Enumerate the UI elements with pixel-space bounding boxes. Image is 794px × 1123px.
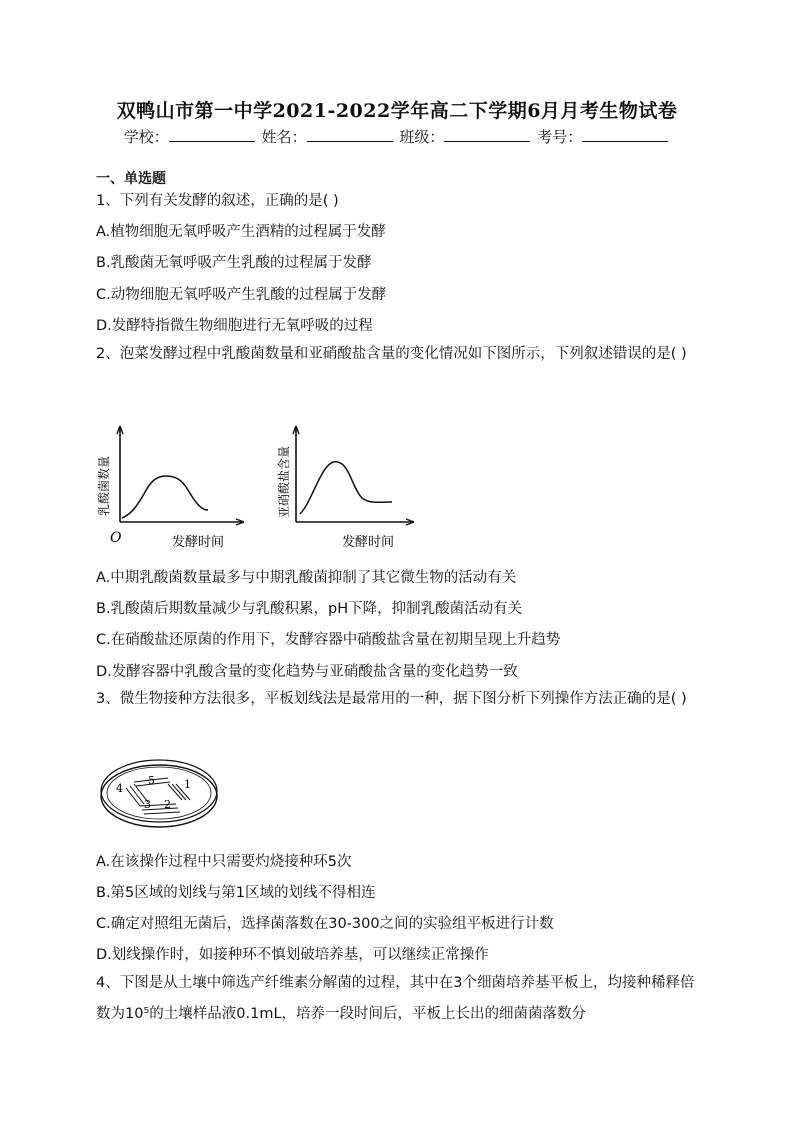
student-info-row xyxy=(0,126,794,147)
zone-2-label: 2 xyxy=(164,798,171,811)
question-3-option-a: A.在该操作过程中只需要灼烧接种环5次 xyxy=(96,854,352,870)
question-1-option-b: B.乳酸菌无氧呼吸产生乳酸的过程属于发酵 xyxy=(96,255,372,271)
class-blank[interactable] xyxy=(444,127,530,142)
question-3-option-d: D.划线操作时，如接种环不慎划破培养基，可以继续正常操作 xyxy=(96,947,489,963)
school-label: 学校： xyxy=(123,128,169,146)
left-origin-label: O xyxy=(110,530,122,546)
question-4-stem: 4、下图是从土壤中筛选产纤维素分解菌的过程，其中在3个细菌培养基平板上，均接种稀释倍数为10⁵的土壤样品液0.1mL，培养一段时间后，平板上长出的细菌菌落数分 xyxy=(96,975,695,1022)
fermentation-graphs-figure xyxy=(96,418,416,558)
question-2-option-d: D.发酵容器中乳酸含量的变化趋势与亚硝酸盐含量的变化趋势一致 xyxy=(96,664,518,680)
question-1-stem: 1、下列有关发酵的叙述，正确的是( ) xyxy=(96,193,339,209)
exam-number-label: 考号： xyxy=(537,128,583,146)
right-xlabel: 发酵时间 xyxy=(342,535,395,550)
name-blank[interactable] xyxy=(307,127,393,142)
section-heading: 一、单选题 xyxy=(96,171,166,187)
zone-3-label: 3 xyxy=(144,798,151,811)
question-3-option-b: B.第5区域的划线与第1区域的划线不得相连 xyxy=(96,885,376,901)
streak-plate-figure xyxy=(98,754,222,842)
question-1-option-a: A.植物细胞无氧呼吸产生酒精的过程属于发酵 xyxy=(96,224,386,240)
question-3-stem: 3、微生物接种方法很多，平板划线法是最常用的一种，据下图分析下列操作方法正确的是( ) xyxy=(96,691,687,707)
name-label: 姓名： xyxy=(261,128,307,146)
question-3-option-c: C.确定对照组无菌后，选择菌落数在30-300之间的实验组平板进行计数 xyxy=(96,916,554,932)
left-xlabel: 发酵时间 xyxy=(172,535,225,550)
question-1-option-c: C.动物细胞无氧呼吸产生乳酸的过程属于发酵 xyxy=(96,287,387,303)
school-blank[interactable] xyxy=(169,127,255,142)
right-ylabel: 亚硝酸盐含量 xyxy=(277,445,291,518)
question-2-stem: 2、泡菜发酵过程中乳酸菌数量和亚硝酸盐含量的变化情况如下图所示，下列叙述错误的是( ) xyxy=(96,346,687,362)
zone-4-label: 4 xyxy=(116,782,123,795)
lactic-acid-bacteria-graph xyxy=(96,426,244,550)
zone-1-label: 1 xyxy=(184,778,191,791)
exam-number-blank[interactable] xyxy=(582,127,668,142)
question-2-option-b: B.乳酸菌后期数量减少与乳酸积累，pH下降，抑制乳酸菌活动有关 xyxy=(96,601,523,617)
left-ylabel: 乳酸菌数量 xyxy=(97,455,111,516)
nitrite-content-graph xyxy=(276,426,414,550)
exam-title: 双鸭山市第一中学2021-2022学年高二下学期6月月考生物试卷 xyxy=(116,100,678,122)
zone-5-label: 5 xyxy=(148,774,155,787)
question-2-option-a: A.中期乳酸菌数量最多与中期乳酸菌抑制了其它微生物的活动有关 xyxy=(96,570,517,586)
class-label: 班级： xyxy=(399,128,445,146)
question-1-option-d: D.发酵特指微生物细胞进行无氧呼吸的过程 xyxy=(96,318,373,334)
question-2-option-c: C.在硝酸盐还原菌的作用下，发酵容器中硝酸盐含量在初期呈现上升趋势 xyxy=(96,632,561,648)
